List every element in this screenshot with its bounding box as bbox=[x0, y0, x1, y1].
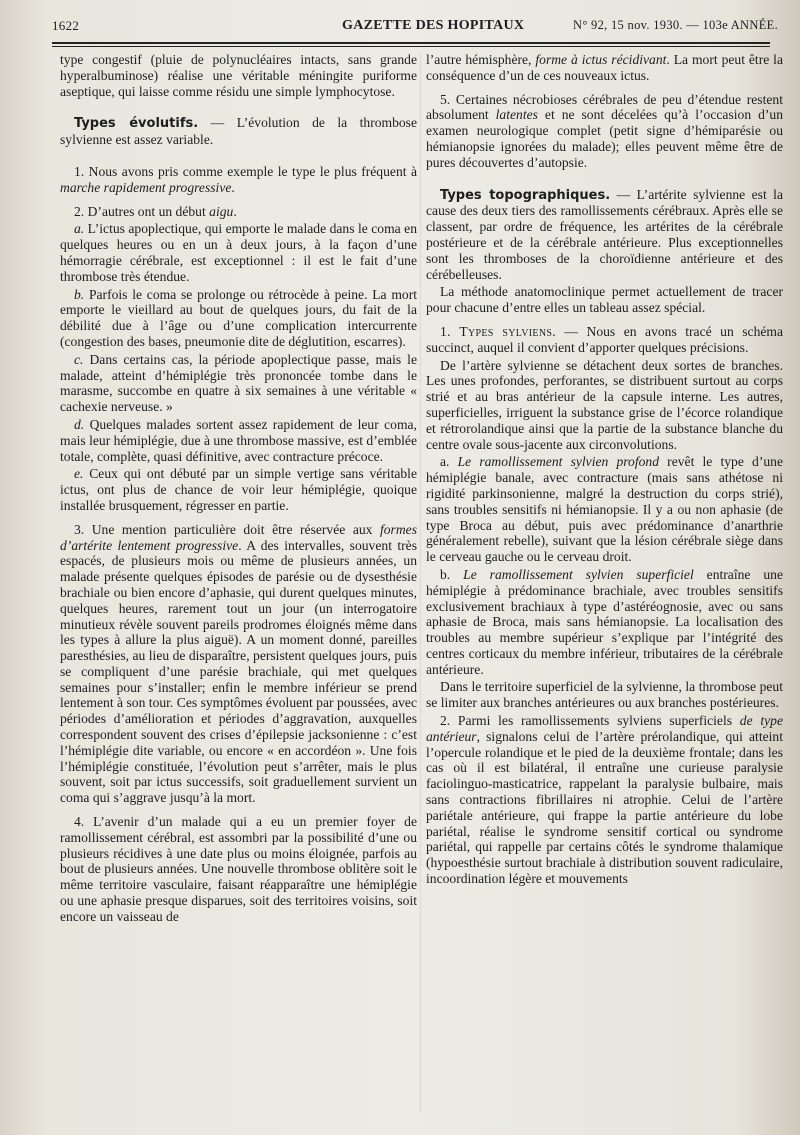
right-column bbox=[426, 52, 783, 889]
section-evolutifs: Types évolutifs. — L’évolution de la thrombose sylvienne est assez variable. bbox=[60, 115, 418, 148]
paragraph-branches: De l’artère sylvienne se détachent deux sortes de branches. Les unes profondes, perforantes, se distribuent surtout au corps strié et au bras antérieur de la capsule interne. Les autres, superficielles, irriguent la substance grise de l’écorce rolandique et rétrorolandique ainsi que la partie de la substance blanche du centre ovale sous-jacente aux circonvolutions. bbox=[426, 357, 783, 452]
left-column bbox=[60, 52, 417, 933]
header-rule-thin bbox=[52, 46, 770, 47]
paragraph-2: 2. D’autres ont un début aigu. bbox=[74, 203, 237, 219]
paragraph: type congestif (pluie de polynucléaires intacts, sans grande hyperalbuminose) réalise une véritable méningite puriforme aseptique, qui laisse comme résidu une simple lymphocytose. bbox=[60, 52, 417, 99]
section-heading: Types topographiques. bbox=[440, 187, 611, 203]
paragraph-d: d. Quelques malades sortent assez rapidement de leur coma, mais leur hémiplégie, due à une thrombose massive, est d’emblée totale, complète, quasi définitive, avec contracture précoce. bbox=[60, 416, 417, 464]
column-divider bbox=[420, 52, 421, 1112]
paragraph-c: c. Dans certains cas, la période apoplectique passe, mais le malade, atteint d’hémiplégie très prononcée tombe dans le marasme, succombe en quatre à six semaines à une véritable « cachexie nerveuse. » bbox=[60, 351, 417, 415]
journal-title: GAZETTE DES HOPITAUX bbox=[342, 18, 525, 33]
paragraph-3: 3. Une mention particulière doit être réservée aux formes d’artérite lentement progressive. A des intervalles, souvent très espacés, de plusieurs mois ou même de plusieurs années, un malade présente quelques épisodes de parésie ou de dysesthésie brachiale ou bien encore d’aphasie, qui durent quelques minutes, quelques heures, rarement tout un jour (un interrogatoire minutieux révèle souvent pareils prodromes éloignés même dans les types à allure la plus aiguë). A un moment donné, pareilles paresthésies, au lieu de disparaître, persistent quelques jours, puis se compliquent d’une parésie brachiale, qui met quelques semaines pour s’installer; enfin le membre inférieur se prend lentement à son tour. Ces symptômes évoluent par poussées, avec périodes d’amélioration et périodes d’aggravation, auxquelles correspondent souvent des crises d’épilepsie jacksonienne : c’est l’hémiplégie dite variable, ou encore « en accordéon ». Une fois l’hémiplégie constituée, l’évolution peut s’arrêter, mais le plus souvent, soit par ictus successifs, soit graduellement survient un coma qui s’aggrave jusqu’à la mort. bbox=[60, 521, 418, 806]
paragraph-4: 4. L’avenir d’un malade qui a eu un premier foyer de ramollissement cérébral, est assombri par la possibilité d’une ou plusieurs récidives à une date plus ou moins éloignée, parfois au bout de plusieurs années. Une nouvelle thrombose oblitère soit le même territoire vasculaire, faisant réapparaître une hémiplégie ou une aphasie presque disparues, soit des territoires voisins, soit encore un vaisseau de bbox=[60, 814, 417, 924]
paragraph-b: b. Parfois le coma se prolonge ou rétrocède à peine. La mort emporte le vieillard au bout de quelques jours, du fait de la débilité due à l’âge ou d’une complication intercurrente (congestion des bases, pneumonie dite de déglutition, escarres). bbox=[60, 286, 417, 349]
paragraph-methode: La méthode anatomoclinique permet actuellement de tracer pour chacune d’entre elles un tableau assez spécial. bbox=[426, 284, 783, 316]
issue-info: N° 92, 15 nov. 1930. — 103e ANNÉE. bbox=[573, 18, 778, 32]
paragraph-continued: l’autre hémisphère, forme à ictus récidivant. La mort peut être la conséquence d’un de ces nouveaux ictus. bbox=[426, 52, 783, 83]
section-heading: Types évolutifs. bbox=[74, 116, 199, 132]
paragraph-1: 1. Nous avons pris comme exemple le type le plus fréquent à marche rapidement progressive. bbox=[60, 163, 417, 195]
section-topographiques: Types topographiques. — L’artérite sylvienne est la cause des deux tiers des ramollissements cérébraux. Après elle se classent, par ordre de fréquence, les artérites de la cérébrale postérieure et de la cérébrale antérieure. Plus exceptionnelles sont les thromboses de la choroïdienne antérieure et des cérébelleuses. bbox=[426, 186, 783, 282]
paragraph-types-sylviens: 1. Types sylviens. — Nous en avons tracé un schéma succinct, auquel il convient d’apporter quelques précisions. bbox=[426, 323, 784, 355]
header-rule-thick bbox=[52, 42, 770, 44]
page-number: 1622 bbox=[52, 18, 80, 33]
paragraph-5: 5. Certaines nécrobioses cérébrales de peu d’étendue restent absolument latentes et ne sont décelées qu’à l’occasion d’un examen neurologique complet (petit signe d’hémiparésie ou hémianopsie ignorées du malade); elles peuvent même être de pures découvertes d’autopsie. bbox=[426, 91, 784, 170]
page-header bbox=[52, 12, 778, 40]
paragraph-a: a. L’ictus apoplectique, qui emporte le malade dans le coma en quelques heures ou en un à deux jours, à la façon d’une hémorragie cérébrale, est exceptionnel : il est le fait d’une thrombose très étendue. bbox=[60, 221, 417, 284]
paragraph-e: e. Ceux qui ont débuté par un simple vertige sans véritable ictus, ont plus de chance de voir leur hémiplégie, quoique installée brusquement, régresser en partie. bbox=[60, 466, 417, 513]
paragraph-dans: Dans le territoire superficiel de la sylvienne, la thrombose peut se limiter aux branches antérieures ou aux branches postérieures. bbox=[426, 679, 783, 711]
paragraph-b-superficiel: b. Le ramollissement sylvien superficiel entraîne une hémiplégie à prédominance brachiale, avec troubles sensitifs exclusivement brachiaux à type d’astéréognosie, avec ou sans aphasie de Broca, mais sans hémianopsie. La localisation des troubles au membre supérieur s’explique par l’intégrité des centres corticaux du membre inférieur, tributaires de la cérébrale antérieure. bbox=[426, 566, 784, 677]
paragraph-2-anterieur: 2. Parmi les ramollissements sylviens superficiels de type antérieur, signalons celui de l’artère prérolandique, qui atteint l’opercule rolandique et le pied de la deuxième frontale; dans les cas où il est bilatéral, il entraîne une curieuse paralysie faciolinguo-masticatrice, rappelant la paralysie bulbaire, mais sans contractions fibrillaires ni atrophie. Celui de l’artère pariétale antérieure, qui frappe la partie antérieure du lobe pariétal, réalise le syndrome sensitif cortical ou syndrome pariétal, qui rappelle par certains côtés le syndrome thalamique (hypoesthésie surtout brachiale à distribution souvent radiculaire, incoordination légère et mouvements bbox=[426, 713, 783, 887]
paragraph-a-profond: a. Le ramollissement sylvien profond revêt le type d’une hémiplégie banale, avec contracture (mais sans athétose ni rigidité parkinsonienne, malgré la destruction du corps strié), sans troubles sensitifs ni hémianopsie. Il y a ou non aphasie (de type Broca au début, puis avec prédominance d’anarthrie généralement rebelle), suivant que la lésion cérébrale siège dans le cerveau gauche ou le cerveau droit. bbox=[426, 454, 783, 565]
